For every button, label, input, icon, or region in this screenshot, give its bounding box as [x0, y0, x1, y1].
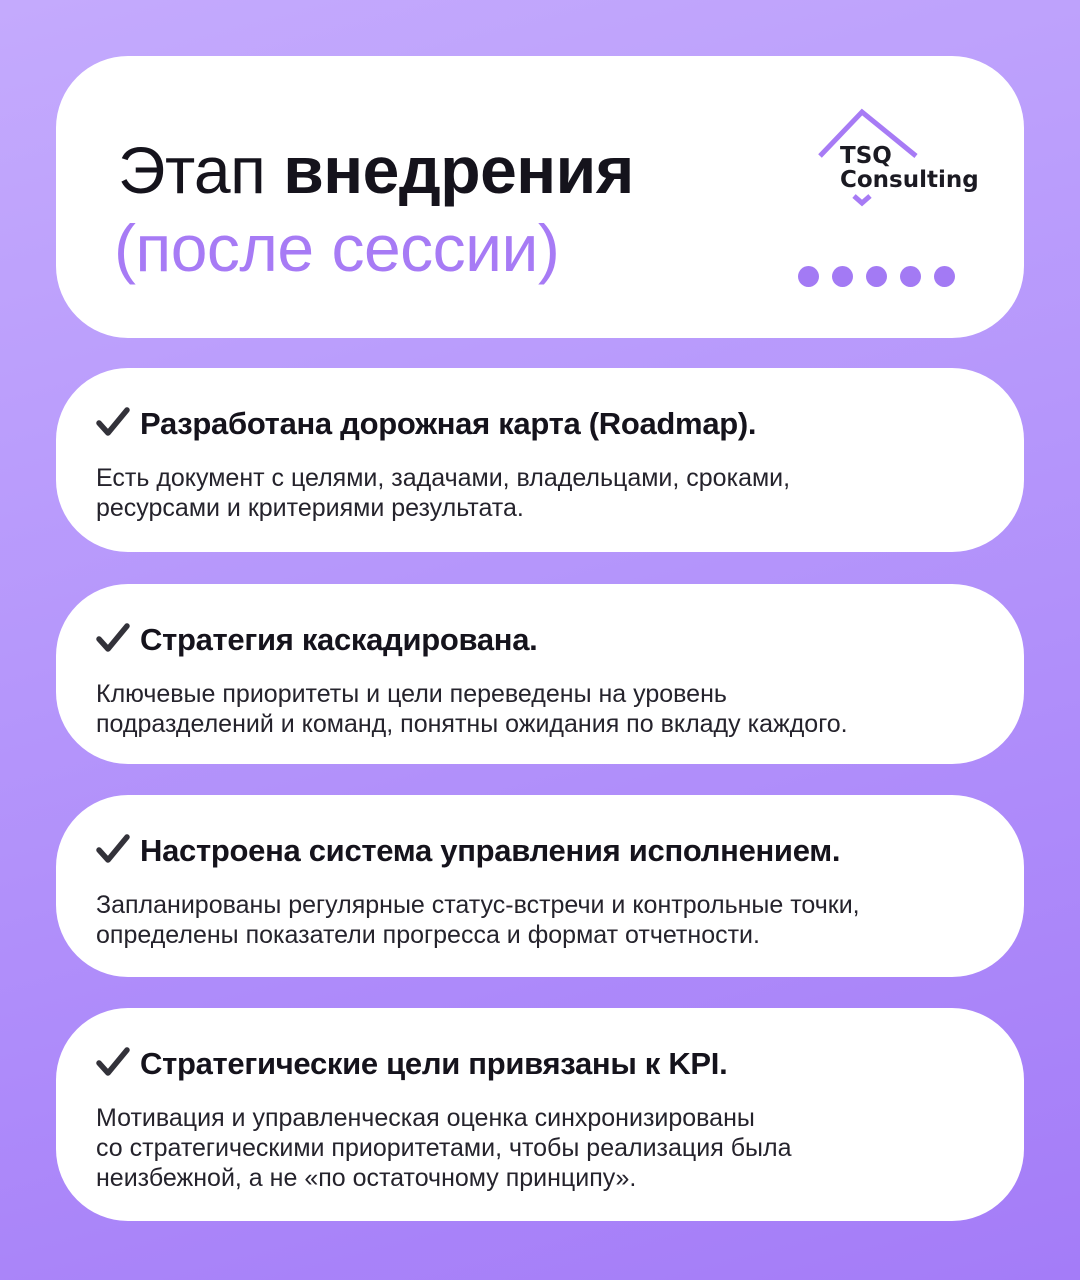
item-description — [96, 890, 986, 950]
item-card-execution — [56, 795, 1024, 977]
dot — [866, 266, 887, 287]
item-description — [96, 679, 986, 739]
description-line: со стратегическими приоритетами, чтобы реализация была — [96, 1134, 792, 1162]
checkmark-icon — [96, 1047, 130, 1077]
logo-text-tsq: TSQ — [840, 143, 892, 169]
item-title-text: Стратегические цели привязаны к KPI. — [140, 1046, 728, 1081]
item-title — [96, 620, 537, 660]
item-card-roadmap — [56, 368, 1024, 552]
checkmark-icon — [96, 623, 130, 653]
item-title — [96, 831, 840, 871]
item-title — [96, 1044, 727, 1084]
pagination-dots — [798, 266, 955, 287]
logo-text-consulting: Consulting — [840, 167, 979, 193]
title-light: Этап — [118, 133, 284, 207]
description-line: определены показатели прогресса и формат отчетности. — [96, 921, 760, 949]
page-subtitle: (после сессии) — [114, 211, 560, 285]
item-title-text: Стратегия каскадирована. — [140, 622, 538, 657]
dot — [900, 266, 921, 287]
item-title — [96, 404, 756, 444]
checkmark-icon — [96, 834, 130, 864]
description-line: подразделений и команд, понятны ожидания по вкладу каждого. — [96, 710, 848, 738]
page-title — [118, 130, 634, 210]
description-line: неизбежной, а не «по остаточному принципу». — [96, 1164, 637, 1192]
item-description — [96, 463, 986, 523]
description-line: Мотивация и управленческая оценка синхронизированы — [96, 1104, 755, 1132]
description-line: Есть документ с целями, задачами, владельцами, сроками, — [96, 464, 791, 492]
dot — [832, 266, 853, 287]
item-title-text: Разработана дорожная карта (Roadmap). — [140, 406, 757, 441]
dot — [798, 266, 819, 287]
tsq-logo — [816, 108, 979, 208]
title-bold: внедрения — [283, 133, 634, 207]
header-card — [56, 56, 1024, 338]
item-description — [96, 1103, 986, 1193]
description-line: Запланированы регулярные статус-встречи и контрольные точки, — [96, 891, 860, 919]
dot — [934, 266, 955, 287]
item-card-cascading — [56, 584, 1024, 764]
item-card-kpi — [56, 1008, 1024, 1221]
description-line: Ключевые приоритеты и цели переведены на уровень — [96, 680, 727, 708]
item-title-text: Настроена система управления исполнением. — [140, 833, 841, 868]
checkmark-icon — [96, 407, 130, 437]
description-line: ресурсами и критериями результата. — [96, 494, 524, 522]
